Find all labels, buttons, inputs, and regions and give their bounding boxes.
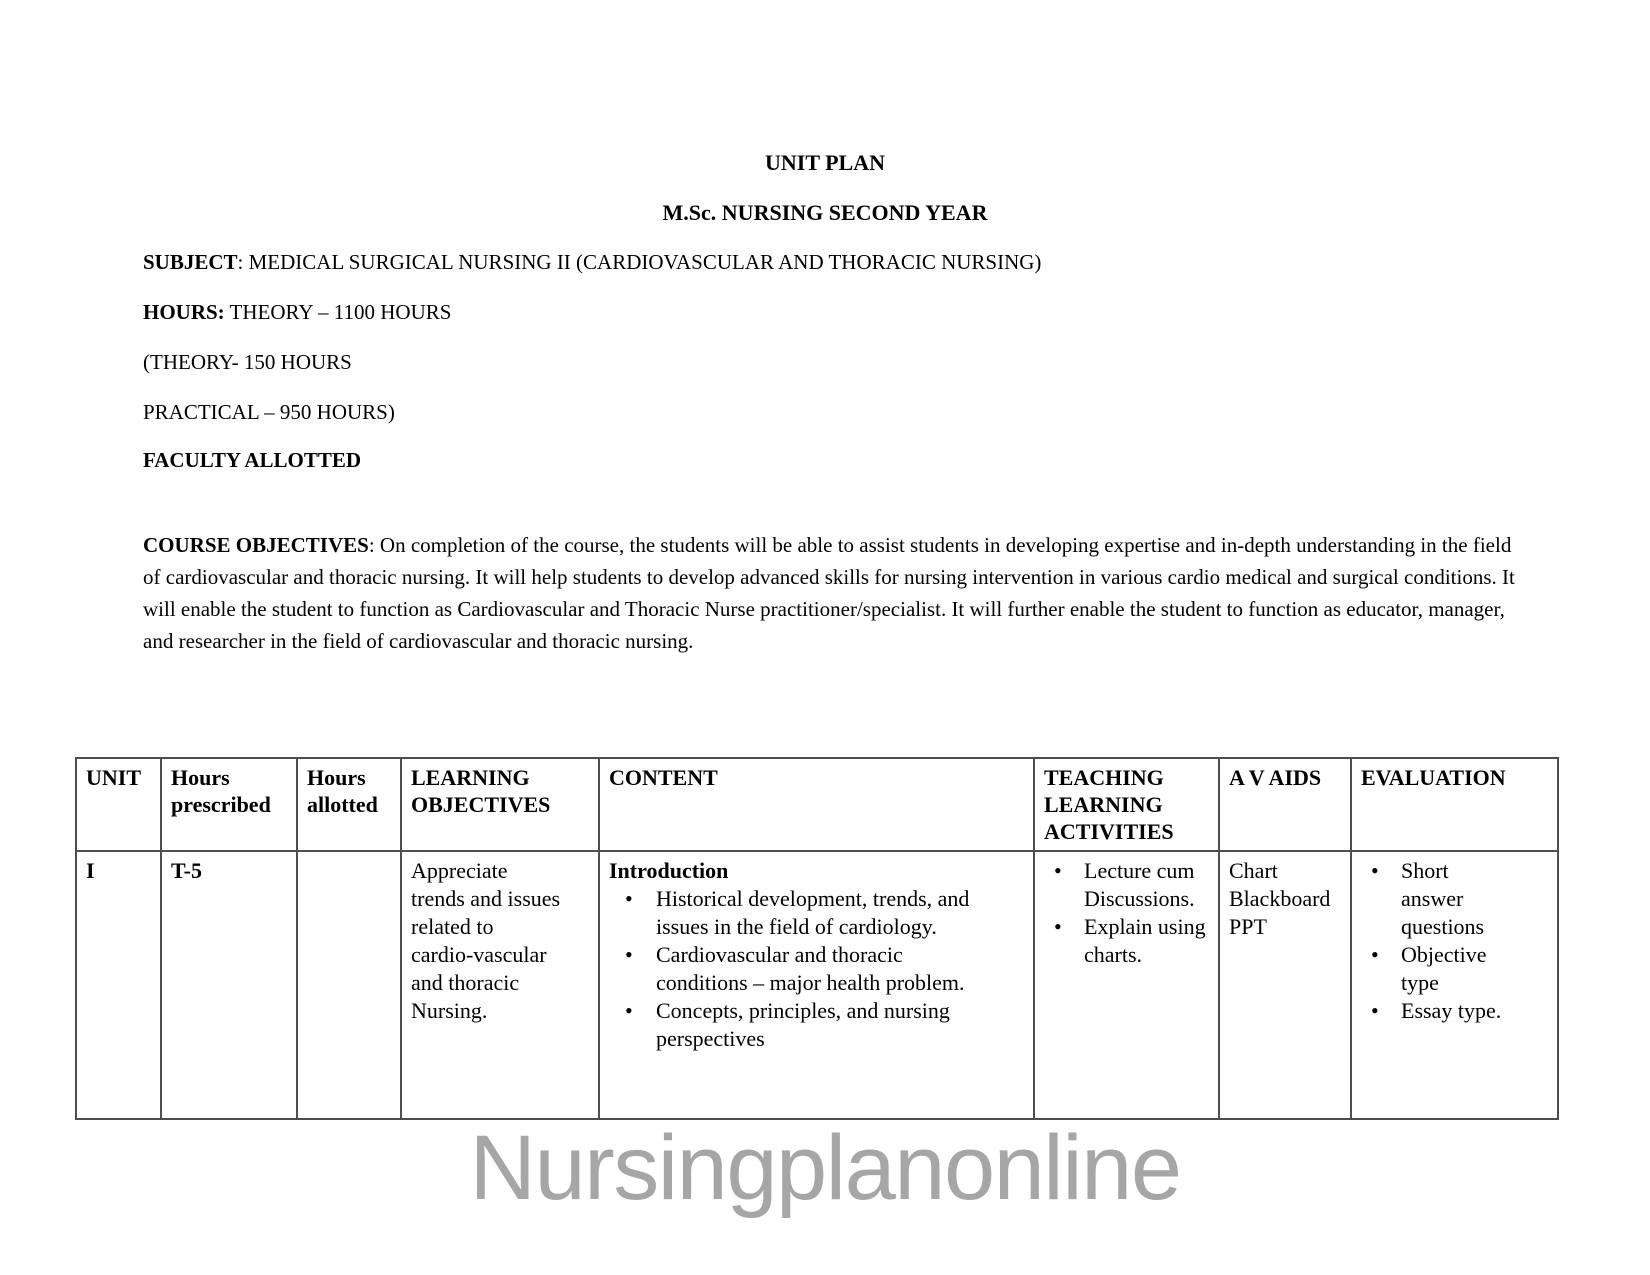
table-row <box>76 851 1558 1119</box>
unit-plan-table <box>75 757 1559 1120</box>
col-header-av-aids: A V AIDS <box>1219 758 1351 851</box>
col-header-evaluation: EVALUATION <box>1351 758 1558 851</box>
content-bullet-list <box>609 885 1025 1053</box>
col-header-hours-prescribed: Hours prescribed <box>161 758 297 851</box>
course-objectives-paragraph <box>143 529 1521 657</box>
hours-prescribed-cell: T-5 <box>161 851 297 1119</box>
content-heading: Introduction <box>609 858 729 883</box>
hours-label: HOURS: <box>143 300 225 324</box>
content-cell <box>599 851 1034 1119</box>
hours-allotted-cell <box>297 851 401 1119</box>
subject-line <box>143 249 1041 275</box>
page-title: UNIT PLAN <box>764 150 885 175</box>
av-aid-item: Blackboard <box>1229 886 1331 911</box>
evaluation-bullet-item: • Essay type. <box>1361 997 1549 1025</box>
subject-value: : MEDICAL SURGICAL NURSING II (CARDIOVASCULAR AND THORACIC NURSING) <box>237 250 1042 274</box>
table-header-row <box>76 758 1558 851</box>
content-bullet-item: • Historical development, trends, and issues in the field of cardiology. <box>609 885 1025 941</box>
av-aids-lines <box>1229 857 1342 941</box>
teaching-bullet-list <box>1044 857 1210 969</box>
hours-value: THEORY – 1100 HOURS <box>224 300 452 324</box>
unit-cell: I <box>76 851 161 1119</box>
watermark: Nursingplanonline <box>469 1117 1181 1219</box>
teaching-bullet-item: • Lecture cum Discussions. <box>1044 857 1210 913</box>
col-header-hours-allotted: Hours allotted <box>297 758 401 851</box>
teaching-bullet-item: • Explain using charts. <box>1044 913 1210 969</box>
subject-label: SUBJECT <box>143 250 238 274</box>
content-bullet-item: • Concepts, principles, and nursing perspectives <box>609 997 1025 1053</box>
col-header-unit: UNIT <box>76 758 161 851</box>
col-header-content: CONTENT <box>599 758 1034 851</box>
evaluation-bullet-item: • Short answer questions <box>1361 857 1549 941</box>
evaluation-bullet-list <box>1361 857 1549 1025</box>
av-aids-cell <box>1219 851 1351 1119</box>
faculty-allotted-line: FACULTY ALLOTTED <box>143 448 362 472</box>
hours-line <box>143 299 451 325</box>
course-objectives-text: : On completion of the course, the students will be able to assist students in developing expertise and in-depth understanding in the field of cardiovascular and thoracic nursing. It will help students to develop advanced skills for nursing intervention in various cardio medical and surgical conditions. It will enable the student to function as Cardiovascular and Thoracic Nurse practitioner/specialist. It will further enable the student to function as educator, manager, and researcher in the field of cardiovascular and thoracic nursing. <box>143 533 1521 653</box>
col-header-learning-objectives: LEARNING OBJECTIVES <box>401 758 599 851</box>
practical-hours-line: PRACTICAL – 950 HOURS) <box>143 400 395 424</box>
content-bullet-item: • Cardiovascular and thoracic conditions – major health problem. <box>609 941 1025 997</box>
learning-objectives-cell: Appreciate trends and issues related to cardio-vascular and thoracic Nursing. <box>401 851 599 1119</box>
page-subtitle: M.Sc. NURSING SECOND YEAR <box>662 200 988 225</box>
col-header-teaching-learning-activities: TEACHING LEARNING ACTIVITIES <box>1034 758 1219 851</box>
evaluation-cell <box>1351 851 1558 1119</box>
av-aid-item: Chart <box>1229 858 1278 883</box>
teaching-activities-cell <box>1034 851 1219 1119</box>
course-objectives-label: COURSE OBJECTIVES <box>143 533 369 557</box>
evaluation-bullet-item: • Objective type <box>1361 941 1549 997</box>
av-aid-item: PPT <box>1229 914 1267 939</box>
theory-hours-line: (THEORY- 150 HOURS <box>143 350 352 374</box>
